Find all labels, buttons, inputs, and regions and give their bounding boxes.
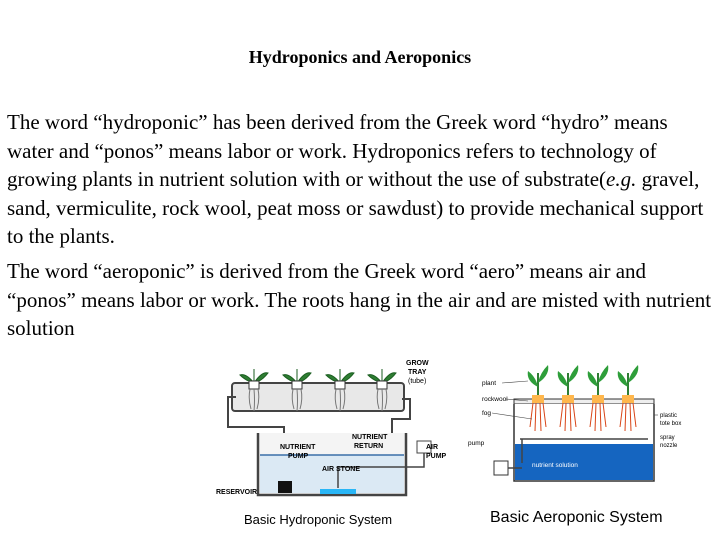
hydroponics-text-2: gravel, sand, vermiculite, rock wool, peat moss or sawdust) to provide mechanical support to the plants. xyxy=(7,167,704,248)
hydroponics-eg: e.g. xyxy=(606,167,637,191)
label-plant: plant xyxy=(482,380,497,387)
aeroponics-paragraph: The word “aeroponic” is derived from the Greek word “aero” means air and “ponos” means labor or work. The roots hang in the air and are misted with nutrient solution xyxy=(7,259,712,340)
hydroponic-caption: Basic Hydroponic System xyxy=(244,512,393,527)
aero-pump xyxy=(494,461,508,475)
label-spray-nozzle-2: nozzle xyxy=(660,443,678,449)
aeroponic-system-figure xyxy=(462,359,690,492)
label-tote-box-2: tote box xyxy=(660,421,682,427)
nutrient-pump xyxy=(278,481,292,493)
label-nutrient-return-2: RETURN xyxy=(354,443,384,450)
air-stone xyxy=(320,489,356,494)
label-rockwool: rockwool xyxy=(482,396,508,403)
aeroponic-diagram xyxy=(462,359,690,492)
label-spray-nozzle: spray xyxy=(660,435,675,441)
label-grow-tray: GROW xyxy=(406,360,429,367)
hydroponics-paragraph xyxy=(7,108,713,251)
label-air-pump-2: PUMP xyxy=(426,453,447,460)
label-nutrient-pump-2: PUMP xyxy=(288,453,309,460)
aeroponic-caption: Basic Aeroponic System xyxy=(490,509,663,526)
label-fog: fog xyxy=(482,410,492,417)
label-grow-tray-2: TRAY xyxy=(408,369,427,376)
label-air-stone: AIR STONE xyxy=(322,466,360,473)
label-tote-box: plastic xyxy=(660,413,678,419)
label-nutrient-solution: nutrient solution xyxy=(532,462,578,469)
label-air-pump: AIR xyxy=(426,444,439,451)
label-nutrient-return: NUTRIENT xyxy=(352,434,388,441)
label-grow-tray-3: (tube) xyxy=(408,378,427,385)
label-reservoir: RESERVOIR xyxy=(216,489,258,496)
hydroponics-text-1: The word “hydroponic” has been derived from the Greek word “hydro” means water and “ponos” means labor or work. Hydroponics refers to technology of growing plants in nutrient solution with or without the use of substrate( xyxy=(7,110,668,191)
page-title: Hydroponics and Aeroponics xyxy=(248,47,472,67)
hydroponic-system-figure xyxy=(214,357,447,502)
label-pump: pump xyxy=(468,440,485,447)
label-nutrient-pump: NUTRIENT xyxy=(280,444,316,451)
hydroponic-diagram xyxy=(214,357,447,502)
